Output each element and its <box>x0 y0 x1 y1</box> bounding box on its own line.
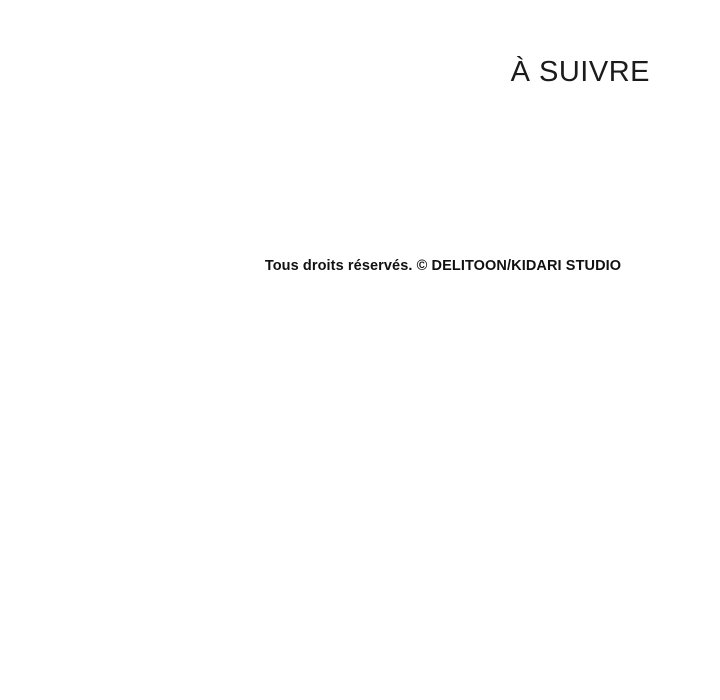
copyright-notice: Tous droits réservés. © DELITOON/KIDARI STUDIO <box>264 258 622 274</box>
to-be-continued-text: À SUIVRE <box>510 56 650 88</box>
